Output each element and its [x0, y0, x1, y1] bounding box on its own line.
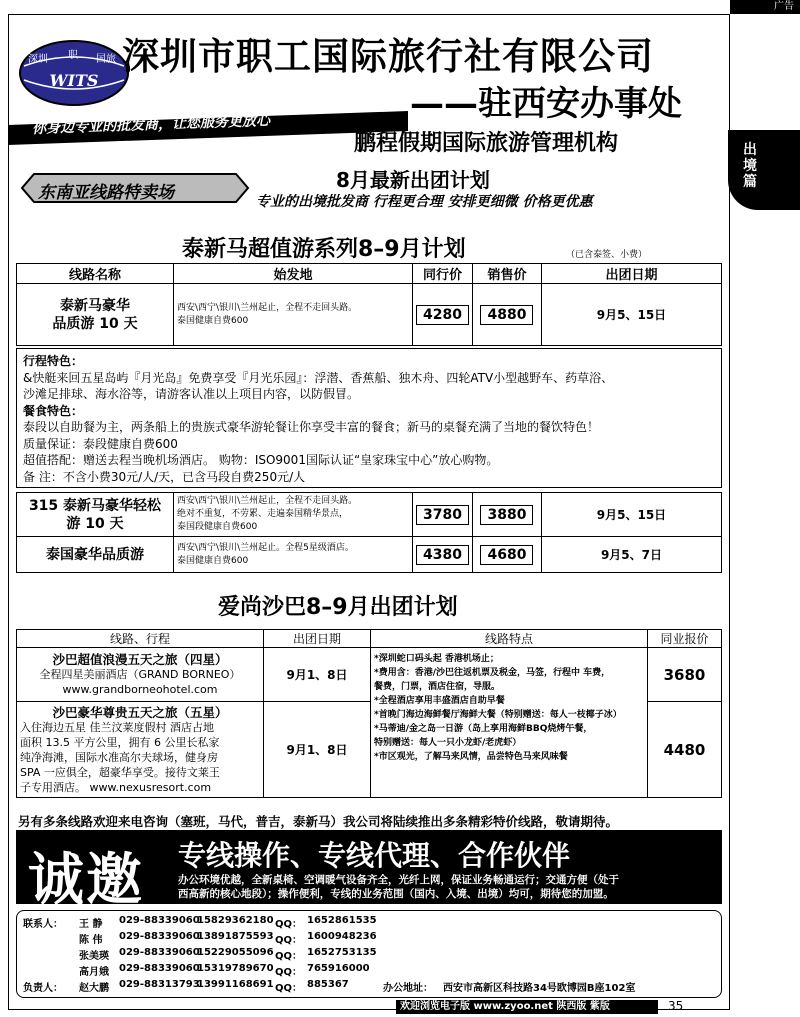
sale-price-value: 4880 — [480, 305, 533, 325]
wits-logo — [18, 38, 130, 108]
invite-line: 西高新的核心地段）；操作便利，专线的业务范围（国内、入境、出境）均可，期待您的加盟。 — [178, 888, 614, 900]
detail-line: 餐食特色： — [23, 403, 84, 418]
route-desc: SPA 一应俱全，超豪华享受。接待文莱王 — [20, 765, 220, 779]
col-trade-price: 同行价 — [413, 264, 473, 284]
invite-headline: 专线操作、专线代理、合作伙伴 — [178, 839, 571, 872]
organization-name: 鹏程假期国际旅游管理机构 — [354, 131, 619, 156]
sabah-section-title: 爱尚沙巴8–9月出团计划 — [218, 595, 458, 620]
origin-line: 西安\西宁\银川\兰州起止，全程不走回头路。 — [177, 496, 358, 506]
col-route: 线路、行程 — [17, 630, 264, 648]
table-row — [17, 284, 722, 346]
departure-dates: 9月5、15日 — [541, 493, 721, 537]
manager-qq-label: QQ： — [275, 983, 303, 994]
origin-line: 泰国健康自费600 — [177, 555, 249, 566]
peer-price: 4480 — [648, 702, 722, 798]
contact-qq: 1600948236 — [307, 931, 377, 942]
detail-line: 泰段以自助餐为主，两条船上的贵族式豪华游轮餐让你享受丰富的餐食；新马的桌餐充满了当地的餐饮特色！ — [23, 420, 600, 434]
trade-price — [413, 284, 473, 346]
feature-line: *市区观光，了解马来风情，品尝特色马来风味餐 — [374, 752, 568, 762]
route-desc: 纯净海滩，国际水准高尔夫球场，健身房 — [20, 750, 218, 764]
route-desc: 入住海边五星 佳兰汶莱度假村 酒店占地 — [20, 720, 214, 734]
col-dates: 出团日期 — [264, 630, 371, 648]
address: 西安市高新区科技路34号欧博园B座102室 — [443, 983, 636, 994]
contact-qq-label: QQ： — [275, 919, 303, 930]
route-origin — [174, 493, 413, 537]
manager-mobile: 13991168691 — [197, 979, 274, 990]
august-plan-title: 8月最新出团计划 — [336, 168, 490, 192]
manager-tel: 029-88313793 — [119, 979, 200, 990]
origin-line: 泰国健康自费600 — [177, 315, 249, 326]
contact-tel: 029-88339060 — [119, 947, 200, 958]
departure-dates: 9月5、15日 — [541, 284, 721, 346]
detail-line: &快艇来回五星岛屿『月光岛』免费享受『月光乐园』：浮潜、香蕉船、独木舟、四轮ATV小型越野车、药草浴、 — [23, 370, 614, 385]
page-number: 35 — [668, 999, 684, 1013]
route-name: 泰新马豪华 品质游 10 天 — [17, 284, 174, 346]
route-name: 沙巴超值浪漫五天之旅（四星） — [52, 652, 228, 667]
tm-table — [16, 263, 722, 346]
tm-section-title: 泰新马超值游系列8–9月计划 — [182, 237, 466, 262]
route-hotel: 全程四星美丽酒店（GRAND BORNEO） — [39, 668, 241, 681]
contact-qq-label: QQ： — [275, 951, 303, 962]
col-origin: 始发地 — [174, 264, 413, 284]
contact-mobile: 15319789670 — [197, 963, 274, 974]
table-header-row — [17, 264, 722, 284]
sale-price-value: 4680 — [480, 545, 533, 565]
trade-price — [413, 537, 473, 573]
contact-qq: 1652753135 — [307, 947, 377, 958]
contact-qq: 1652861535 — [307, 915, 377, 926]
feature-line: *深圳蛇口码头起 香港机场止； — [374, 654, 499, 664]
tm-table-continued — [16, 492, 722, 573]
contact-qq-label: QQ： — [275, 967, 303, 978]
detail-line: 超值搭配：赠送去程当晚机场酒店。 购物：ISO9001国际认证“皇家珠宝中心”放心购物。 — [23, 453, 499, 467]
feature-line: *全程酒店享用丰盛酒店自助早餐 — [374, 696, 505, 706]
trade-price-value: 4280 — [416, 305, 469, 325]
manager-label: 负责人： — [23, 983, 63, 994]
manager-name: 赵大鹏 — [79, 983, 109, 994]
logo-brand-text: WITS — [49, 71, 99, 90]
company-name: 深圳市职工国际旅行社有限公司 — [122, 35, 654, 78]
col-dates: 出团日期 — [541, 264, 721, 284]
contact-tel: 029-88339060 — [119, 931, 200, 942]
tm-details — [16, 348, 722, 488]
table-header-row — [17, 630, 722, 648]
trade-price-value: 4380 — [416, 545, 469, 565]
sale-price — [472, 493, 541, 537]
contact-name: 陈 伟 — [79, 935, 103, 946]
section-tab — [728, 130, 800, 210]
slogan: 你身边专业的批发商，让您服务更放心 — [31, 112, 271, 138]
logo-mid-text: 职 — [68, 50, 78, 61]
departure-dates: 9月1、8日 — [264, 702, 371, 798]
contact-name: 张美瑛 — [79, 951, 109, 962]
contact-tel: 029-88339060 — [119, 963, 200, 974]
contact-tel: 029-88339060 — [119, 915, 200, 926]
office-name: ——驻西安办事处 — [410, 84, 682, 124]
feature-line: *马蒂迪/金之岛一日游（岛上享用海鲜BBQ烧烤午餐， — [374, 724, 593, 734]
ad-tag: 广告 — [730, 0, 800, 14]
sale-price — [472, 537, 541, 573]
contacts-box — [16, 910, 722, 998]
origin-line: 西安\西宁\银川\兰州起止，全程不走回头路。 — [177, 302, 358, 313]
feature-line: 餐费，门票，酒店住宿，导服。 — [374, 682, 501, 692]
sea-badge-label: 东南亚线路特卖场 — [38, 183, 174, 203]
table-row — [17, 493, 722, 537]
detail-line: 备 注：不含小费30元/人/天，已含马段自费250元/人 — [23, 469, 306, 484]
address-label: 办公地址： — [383, 983, 433, 994]
contact-qq: 765916000 — [307, 963, 370, 974]
route-name: 沙巴豪华尊贵五天之旅（五星） — [52, 704, 228, 720]
col-route: 线路名称 — [17, 264, 174, 284]
invite-line: 办公环境优越，全新桌椅、空调暖气设备齐全，光纤上网，保证业务畅通运行；交通方便（处于 — [178, 874, 619, 886]
route-desc: 子专用酒店。 www.nexusresort.com — [20, 780, 212, 794]
logo-right-text: 国旅 — [96, 54, 116, 65]
invite-big-text: 诚邀 — [28, 848, 144, 913]
contact-label: 联系人： — [23, 919, 63, 930]
departure-dates: 9月5、7日 — [541, 537, 721, 573]
route-url: www.grandborneohotel.com — [62, 683, 218, 696]
feature-line: 特别赠送：每人一只小龙虾/老虎虾） — [374, 738, 522, 748]
contact-mobile: 15229055096 — [197, 947, 274, 958]
contact-name: 王 静 — [79, 919, 103, 930]
peer-price: 3680 — [648, 648, 722, 702]
sabah-table — [16, 629, 722, 798]
contact-mobile: 13891875593 — [197, 931, 274, 942]
contact-mobile: 15829362180 — [197, 915, 274, 926]
route-desc: 面积 13.5 平方公里，拥有 6 公里长私家 — [20, 735, 220, 749]
route-features — [371, 648, 648, 798]
logo-left-text: 深圳 — [28, 54, 48, 65]
tm-section-note: （已含泰签、小费） — [566, 250, 648, 260]
col-features: 线路特点 — [371, 630, 648, 648]
trade-price — [413, 493, 473, 537]
detail-line: 质量保证：泰段健康自费600 — [23, 436, 178, 451]
feature-line: *费用含：香港/沙巴往返机票及税金，马签，行程中 车费， — [374, 668, 611, 678]
origin-line: 西安\西宁\银川\兰州起止。全程5星级酒店。 — [177, 542, 354, 553]
detail-line: 行程特色： — [23, 354, 84, 368]
section-tab-label: 出境篇 — [743, 142, 757, 190]
route-cell — [17, 702, 264, 798]
route-origin — [174, 537, 413, 573]
col-sale-price: 销售价 — [472, 264, 541, 284]
origin-line: 泰国段健康自费600 — [177, 522, 258, 532]
col-price: 同业报价 — [648, 630, 722, 648]
route-name: 315 泰新马豪华轻松 游 10 天 — [17, 493, 174, 537]
departure-dates: 9月1、8日 — [264, 648, 371, 702]
origin-line: 绝对不重复，不劳累、走遍泰国精华景点， — [177, 509, 349, 519]
contact-name: 高月娥 — [79, 967, 109, 978]
trade-price-value: 3780 — [416, 505, 469, 525]
manager-qq: 885367 — [307, 979, 349, 990]
footer-text: 欢迎浏览电子版 www.zyoo.net 陕西版 紫版 — [400, 1001, 610, 1012]
route-origin — [174, 284, 413, 346]
feature-line: *首晚门海边海鲜餐厅海鲜大餐（特别赠送：每人一枝椰子冰） — [374, 710, 622, 720]
tagline: 专业的出境批发商 行程更合理 安排更细微 价格更优惠 — [256, 194, 593, 210]
more-routes-note: 另有多条线路欢迎来电咨询（塞班，马代，普吉，泰新马）我公司将陆续推出多条精彩特价线路，敬请期待。 — [18, 814, 619, 829]
detail-line: 沙滩足排球、海水浴等，请游客认准以上项目内容，以防假冒。 — [23, 387, 360, 401]
contact-qq-label: QQ： — [275, 935, 303, 946]
table-row — [17, 537, 722, 573]
sale-price-value: 3880 — [480, 505, 533, 525]
route-name: 泰国豪华品质游 — [17, 537, 174, 573]
route-cell — [17, 648, 264, 702]
sale-price — [472, 284, 541, 346]
table-row — [17, 648, 722, 702]
